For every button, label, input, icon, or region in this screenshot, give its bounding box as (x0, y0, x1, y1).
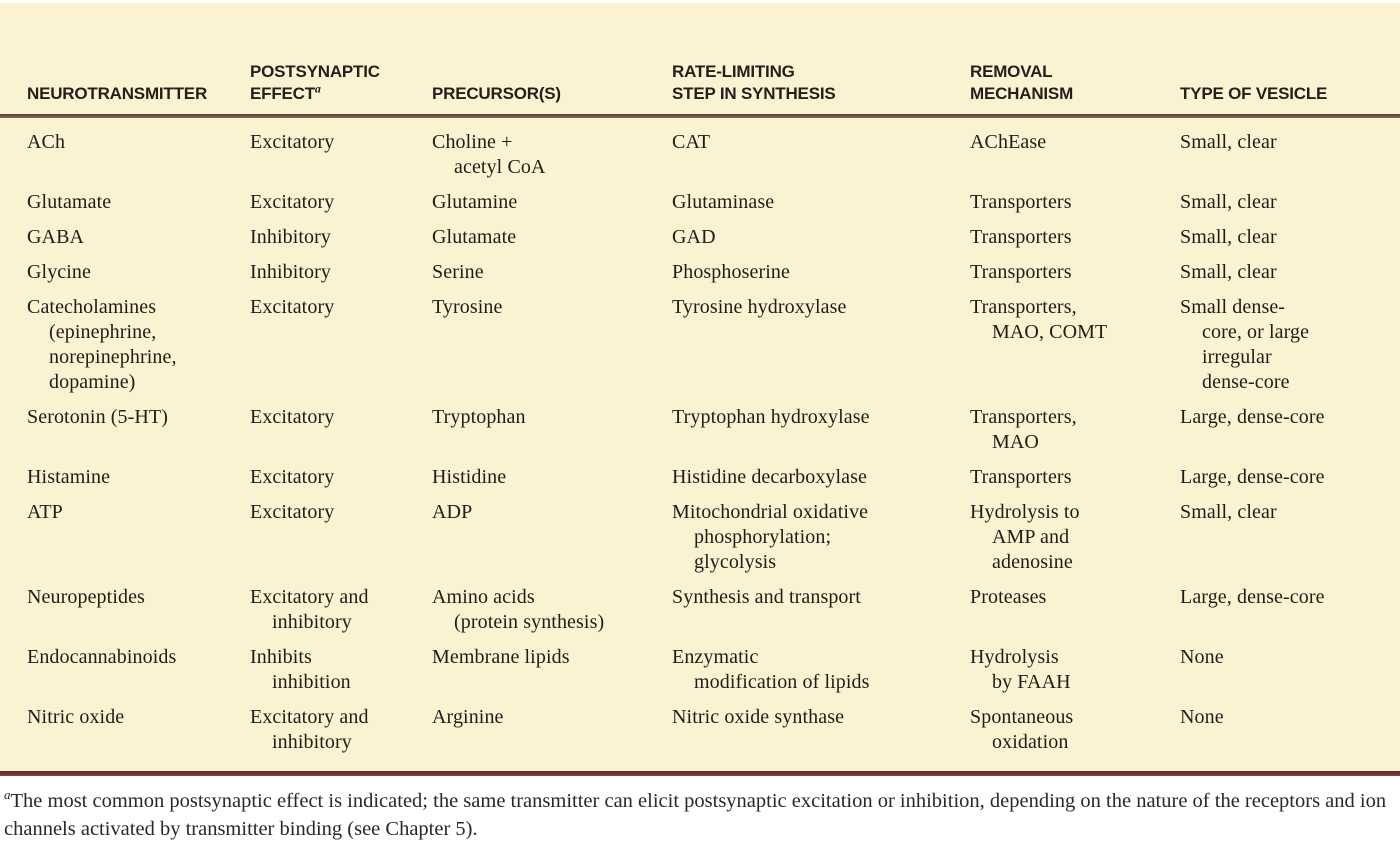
table-cell (27, 190, 250, 215)
table-cell (970, 190, 1180, 215)
table-cell (970, 645, 1180, 695)
table-cell (27, 705, 250, 755)
table-cell (432, 190, 672, 215)
table-cell (432, 465, 672, 490)
cell-line: Excitatory (250, 466, 335, 488)
table-cell (970, 295, 1180, 395)
table-cell (970, 500, 1180, 575)
cell-line: Serotonin (5-HT) (27, 406, 169, 428)
table-cell (432, 500, 672, 575)
table-cell (250, 190, 432, 215)
cell-line: None (1180, 706, 1224, 728)
cell-line: by FAAH (992, 671, 1071, 693)
table-cell (432, 645, 672, 695)
page (0, 3, 1400, 844)
table-cell (672, 130, 970, 180)
cell-line: Enzymatic (672, 646, 759, 668)
table-cell (672, 585, 970, 635)
footnote-superscript: a (4, 787, 11, 803)
cell-line: Glutaminase (672, 191, 775, 213)
cell-line: adenosine (992, 551, 1073, 573)
cell-line: GAD (672, 226, 716, 248)
table-cell (1180, 225, 1373, 250)
table-cell (1180, 705, 1373, 755)
table-cell (250, 260, 432, 285)
column-header-line: REMOVAL (970, 62, 1053, 81)
cell-line: Hydrolysis (970, 646, 1059, 668)
table-cell (1180, 260, 1373, 285)
cell-line: oxidation (992, 731, 1069, 753)
cell-line: Arginine (432, 706, 504, 728)
table-cell (250, 295, 432, 395)
cell-line: Tryptophan hydroxylase (672, 406, 870, 428)
table-row (27, 405, 1400, 455)
column-header-line: STEP IN SYNTHESIS (672, 84, 836, 103)
cell-line: inhibitory (272, 611, 352, 633)
table-cell (27, 260, 250, 285)
cell-line: glycolysis (694, 551, 777, 573)
table-cell (672, 645, 970, 695)
table-cell (1180, 500, 1373, 575)
cell-line: ATP (27, 501, 63, 523)
cell-line: Inhibits (250, 646, 312, 668)
table-cell (970, 405, 1180, 455)
cell-line: Excitatory and (250, 586, 369, 608)
column-header-line: EFFECT$^a$ (250, 81, 321, 103)
cell-line: Proteases (970, 586, 1047, 608)
cell-line: Transporters (970, 191, 1072, 213)
table-cell (27, 500, 250, 575)
table-row (27, 585, 1400, 635)
column-header-0 (27, 83, 250, 105)
cell-line: CAT (672, 131, 711, 153)
cell-line: Histidine decarboxylase (672, 466, 868, 488)
column-header-5 (1180, 83, 1373, 105)
table-cell (970, 260, 1180, 285)
table-cell (672, 260, 970, 285)
table-cell (27, 585, 250, 635)
column-header-line: RATE-LIMITING (672, 62, 795, 81)
column-header-3 (672, 61, 970, 105)
cell-line: Large, dense-core (1180, 406, 1325, 428)
cell-line: irregular (1202, 346, 1272, 368)
table-cell (27, 645, 250, 695)
cell-line: dense-core (1202, 371, 1290, 393)
cell-line: Small, clear (1180, 261, 1277, 283)
table-row (27, 190, 1400, 215)
footnote-text: The most common postsynaptic effect is indicated; the same transmitter can elicit postsynaptic excitation or inhibition, depending on the nature of the receptors and ion channels activated by transmitter binding (see Chapter 5). (4, 790, 1387, 840)
cell-line: Synthesis and transport (672, 586, 861, 608)
cell-line: inhibitory (272, 731, 352, 753)
cell-line: Glutamate (27, 191, 112, 213)
cell-line: MAO, COMT (992, 321, 1108, 343)
cell-line: Excitatory (250, 191, 335, 213)
table-cell (432, 405, 672, 455)
cell-line: Inhibitory (250, 261, 331, 283)
table-cell (27, 465, 250, 490)
column-header-line: MECHANISM (970, 84, 1074, 103)
cell-line: Nitric oxide (27, 706, 125, 728)
column-header-4 (970, 61, 1180, 105)
cell-line: Excitatory (250, 296, 335, 318)
table-cell (672, 295, 970, 395)
table-cell (672, 190, 970, 215)
table-cell (1180, 295, 1373, 395)
table-cell (432, 295, 672, 395)
table-cell (250, 500, 432, 575)
column-header-1 (250, 61, 432, 105)
cell-line: Catecholamines (27, 296, 157, 318)
cell-line: Serine (432, 261, 484, 283)
cell-line: Small, clear (1180, 501, 1277, 523)
cell-line: Excitatory (250, 501, 335, 523)
column-header-line: PRECURSOR(S) (432, 84, 561, 103)
cell-line: Histidine (432, 466, 507, 488)
table-cell (432, 585, 672, 635)
cell-line: Histamine (27, 466, 111, 488)
table-cell (27, 130, 250, 180)
cell-line: Hydrolysis to (970, 501, 1080, 523)
table-row (27, 225, 1400, 250)
cell-line: Endocannabinoids (27, 646, 177, 668)
table-cell (250, 705, 432, 755)
table-header-row (0, 3, 1400, 114)
table-cell (432, 225, 672, 250)
cell-line: Transporters, (970, 406, 1077, 428)
cell-line: core, or large (1202, 321, 1310, 343)
cell-line: None (1180, 646, 1224, 668)
cell-line: inhibition (272, 671, 351, 693)
table-cell (250, 465, 432, 490)
cell-line: Small, clear (1180, 131, 1277, 153)
table-cell (432, 130, 672, 180)
table-cell (672, 705, 970, 755)
cell-line: Transporters (970, 226, 1072, 248)
cell-line: Large, dense-core (1180, 466, 1325, 488)
table-cell (1180, 130, 1373, 180)
cell-line: phosphorylation; (694, 526, 832, 548)
table-cell (27, 295, 250, 395)
table-cell (250, 225, 432, 250)
table-cell (1180, 585, 1373, 635)
cell-line: ACh (27, 131, 66, 153)
cell-line: Membrane lipids (432, 646, 570, 668)
table-row (27, 705, 1400, 755)
cell-line: AMP and (992, 526, 1070, 548)
table-cell (672, 405, 970, 455)
cell-line: Small, clear (1180, 191, 1277, 213)
table-row (27, 645, 1400, 695)
cell-line: Glutamate (432, 226, 517, 248)
table-row (27, 260, 1400, 285)
table-cell (250, 585, 432, 635)
table-cell (672, 465, 970, 490)
table-row (27, 500, 1400, 575)
cell-line: Small dense- (1180, 296, 1286, 318)
table-cell (432, 260, 672, 285)
cell-line: Nitric oxide synthase (672, 706, 845, 728)
cell-line: AChEase (970, 131, 1047, 153)
cell-line: dopamine) (49, 371, 136, 393)
cell-line: (epinephrine, (49, 321, 157, 343)
cell-line: GABA (27, 226, 85, 248)
cell-line: MAO (992, 431, 1039, 453)
column-header-line: NEUROTRANSMITTER (27, 84, 208, 103)
cell-line: Inhibitory (250, 226, 331, 248)
table-cell (27, 405, 250, 455)
neurotransmitter-table (0, 3, 1400, 771)
cell-line: Neuropeptides (27, 586, 145, 608)
table-cell (672, 500, 970, 575)
cell-line: Excitatory (250, 131, 335, 153)
footnote (0, 776, 1400, 843)
cell-line: Mitochondrial oxidative (672, 501, 869, 523)
table-cell (1180, 645, 1373, 695)
header-superscript: a (314, 81, 321, 96)
table-row (27, 465, 1400, 490)
cell-line: Glutamine (432, 191, 518, 213)
cell-line: Transporters, (970, 296, 1077, 318)
table-body (0, 118, 1400, 771)
table-cell (1180, 190, 1373, 215)
table-cell (27, 225, 250, 250)
cell-line: ADP (432, 501, 473, 523)
cell-line: Excitatory and (250, 706, 369, 728)
table-cell (1180, 465, 1373, 490)
table-cell (970, 465, 1180, 490)
table-cell (1180, 405, 1373, 455)
cell-line: Tyrosine hydroxylase (672, 296, 847, 318)
table-cell (970, 130, 1180, 180)
cell-line: Spontaneous (970, 706, 1074, 728)
table-cell (250, 645, 432, 695)
cell-line: Excitatory (250, 406, 335, 428)
cell-line: Glycine (27, 261, 92, 283)
table-cell (672, 225, 970, 250)
cell-line: modification of lipids (694, 671, 870, 693)
column-header-2 (432, 83, 672, 105)
cell-line: Tryptophan (432, 406, 526, 428)
table-cell (970, 705, 1180, 755)
cell-line: Tyrosine (432, 296, 503, 318)
cell-line: Choline + (432, 131, 513, 153)
cell-line: norepinephrine, (49, 346, 177, 368)
cell-line: Large, dense-core (1180, 586, 1325, 608)
cell-line: Phosphoserine (672, 261, 790, 283)
cell-line: Amino acids (432, 586, 535, 608)
cell-line: (protein synthesis) (454, 611, 605, 633)
column-header-line: TYPE OF VESICLE (1180, 84, 1328, 103)
column-header-line: POSTSYNAPTIC (250, 62, 380, 81)
table-row (27, 130, 1400, 180)
table-cell (250, 405, 432, 455)
table-cell (250, 130, 432, 180)
cell-line: Transporters (970, 261, 1072, 283)
table-row (27, 295, 1400, 395)
table-cell (432, 705, 672, 755)
cell-line: Transporters (970, 466, 1072, 488)
table-cell (970, 225, 1180, 250)
cell-line: Small, clear (1180, 226, 1277, 248)
table-cell (970, 585, 1180, 635)
cell-line: acetyl CoA (454, 156, 546, 178)
